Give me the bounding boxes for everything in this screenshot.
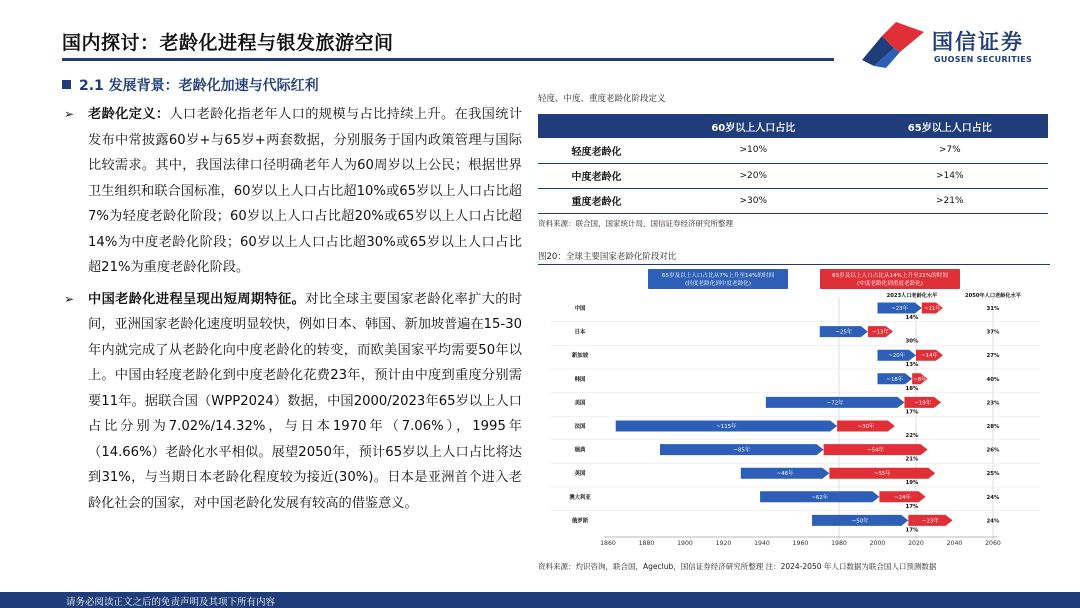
table-source: 资料来源：联合国，国家统计局，国信证券经济研究所整理 [538, 218, 733, 228]
table-cell: >14% [852, 163, 1048, 188]
bar-label-moderate: ~19年 [914, 400, 932, 407]
x-tick-label: 1900 [677, 540, 693, 547]
table-row-label: 重度老龄化 [538, 188, 655, 213]
bar-label-mild: ~18年 [886, 376, 904, 383]
table-cell: >7% [852, 138, 1048, 163]
bullet-lead: 老龄化定义： [88, 107, 170, 122]
table-header-cell [538, 114, 655, 138]
x-tick-label: 1920 [715, 540, 732, 547]
table-cell: >21% [852, 188, 1048, 213]
table-row-label: 中度老龄化 [538, 163, 655, 188]
bullet-text: 对比全球主要国家老龄化率扩大的时间，亚洲国家老龄化速度明显较快，例如日本、韩国、新加坡普遍在15-30年内就完成了从老龄化向中度老龄化的转变，而欧美国家平均需要50年以上。中国由轻度老龄化到中度老龄化花费23年，预计由中度到重度分别需要11年。据联合国（WPP2024）数据，中国2000/2023年65岁以上人口占比分别为7.02%/14.32%，与日本1970年（7.06%），1995年（14.66%）老龄化水平相似。展望2050年，预计65岁以上人口占比将达到31%，与当期日本老龄化程度较为接近(30%)。日本是亚洲首个进入老龄化社会的国家，对中国老龄化发展有较高的借鉴意义。 [88, 291, 523, 511]
level-2023-value: 21% [905, 456, 919, 463]
bar-label-moderate: ~13年 [871, 329, 889, 336]
x-tick-label: 2000 [869, 540, 886, 547]
table-cell: >20% [655, 163, 851, 188]
bar-label-moderate: ~8年 [913, 376, 927, 383]
country-label: 澳大利亚 [569, 494, 591, 501]
section-title [62, 75, 319, 95]
level-2023-value: 14% [905, 315, 919, 321]
section-title-text: 2.1 发展背景：老龄化加速与代际红利 [79, 78, 319, 94]
country-label: 英国 [574, 471, 586, 478]
x-tick-label: 1980 [831, 540, 847, 547]
level-2050-value: 24% [986, 518, 1000, 525]
table-header-row [538, 114, 1048, 138]
arrow-bullet-icon: ➢ [64, 107, 75, 121]
bar-label-mild: ~62年 [811, 494, 829, 501]
figure-divider [538, 264, 1050, 265]
bar-label-mild: ~85年 [733, 447, 751, 454]
bar-label-moderate: ~24年 [894, 494, 911, 501]
level-2023-value: 19% [905, 480, 919, 487]
header-divider [62, 58, 834, 61]
bar-label-mild: ~20年 [888, 353, 906, 360]
table-cell: >10% [655, 138, 851, 163]
country-label: 韩国 [574, 376, 586, 383]
level-2023-value: 18% [905, 385, 919, 392]
bar-label-moderate: ~11年 [923, 306, 941, 312]
arrow-bullet-icon: ➢ [64, 291, 75, 306]
bar-label-mild: ~23年 [891, 306, 909, 312]
level-2023-value: 17% [905, 503, 919, 510]
level-2050-value: 40% [986, 376, 1000, 383]
table-caption: 轻度、中度、重度老龄化阶段定义 [538, 94, 666, 104]
level-2050-value: 27% [986, 353, 1000, 360]
aging-stage-chart [540, 267, 1050, 553]
country-label: 新加坡 [571, 353, 589, 360]
page-title: 国内探讨：老龄化进程与银发旅游空间 [62, 32, 394, 54]
square-bullet-icon [62, 80, 71, 89]
bar-label-mild: ~50年 [851, 518, 869, 525]
footer-disclaimer: 请务必阅读正文之后的免责声明及其项下所有内容 [66, 597, 276, 608]
figure-source: 资料来源：灼识咨询，联合国，Ageclub，国信证券经济研究所整理 注：2024-2050 年人口数据为联合国人口预测数据 [538, 562, 937, 571]
country-label: 俄罗斯 [571, 518, 589, 525]
bullet-text: 人口老龄化指老年人口的规模与占比持续上升。在我国统计发布中常披露60岁+与65岁+两套数据，分别服务于国内政策管理与国际比较需求。其中，我国法律口径明确老年人为60周岁以上公民；根据世界卫生组织和联合国标准，60岁以上人口占比超10%或65岁以上人口占比超7%为轻度老龄化阶段；60岁以上人口占比超20%或65岁以上人口占比超14%为中度老龄化阶段；60岁以上人口占比超30%或65岁以上人口占比超21%为重度老龄化阶段。 [88, 107, 523, 275]
level-2050-value: 28% [986, 424, 1000, 430]
level-2023-value: 17% [905, 409, 919, 416]
table-header-cell: 65岁以上人口占比 [852, 114, 1048, 138]
level-2023-value: 22% [905, 433, 919, 439]
country-label: 日本 [574, 329, 586, 336]
x-tick-label: 2060 [985, 540, 1001, 547]
bar-label-moderate: ~30年 [857, 424, 875, 430]
level-2023-value: 17% [905, 527, 919, 534]
logo-name-en: GUOSEN SECURITIES [934, 55, 1033, 64]
country-label: 中国 [574, 306, 586, 312]
logo-name-cn: 国信证券 [932, 30, 1024, 54]
bar-label-moderate: ~55年 [873, 471, 891, 478]
x-tick-label: 2020 [908, 540, 924, 547]
bar-label-mild: ~46年 [776, 471, 794, 478]
bar-label-moderate: ~23年 [922, 518, 939, 525]
level-2050-value: 26% [986, 447, 1000, 454]
legend-label: 65岁及以上人口占比从7%上升至14%的时间 [661, 273, 775, 279]
level-2023-value: 30% [905, 338, 919, 345]
bar-label-mild: ~72年 [826, 400, 844, 407]
column-header-2023: 2023人口老龄化水平 [886, 293, 938, 299]
country-label: 瑞典 [574, 447, 586, 454]
column-header-2050: 2050年人口老龄化水平 [965, 293, 1021, 299]
legend-sublabel: (轻度老龄化到中度老龄化) [685, 281, 751, 287]
level-2050-value: 25% [986, 471, 1000, 478]
table-row-label: 轻度老龄化 [538, 138, 655, 163]
table-row [538, 138, 1048, 163]
bar-label-moderate: ~14年 [921, 353, 938, 360]
company-logo [860, 22, 1060, 70]
definition-table [538, 114, 1048, 214]
x-tick-label: 2040 [946, 540, 963, 547]
legend-sublabel: (中度老龄化到重度老龄化) [857, 281, 923, 287]
x-tick-label: 1960 [792, 540, 809, 547]
footer-bar [0, 592, 1080, 608]
body-text [62, 102, 522, 516]
country-label: 法国 [574, 424, 586, 430]
level-2023-value: 13% [905, 362, 919, 369]
definition-table-block [538, 92, 1050, 229]
bar-label-mild: ~115年 [716, 424, 737, 430]
bullet-lead: 中国老龄化进程呈现出短周期特征。 [88, 291, 306, 307]
bar-label-mild: ~25年 [835, 329, 853, 336]
level-2050-value: 24% [986, 494, 1000, 501]
x-tick-label: 1940 [754, 540, 770, 547]
table-cell: >30% [655, 188, 851, 213]
bullet-paragraph [62, 102, 522, 281]
level-2050-value: 23% [986, 400, 1000, 407]
table-row [538, 163, 1048, 188]
level-2050-value: 31% [986, 306, 1000, 312]
figure-title: 图20：全球主要国家老龄化阶段对比 [538, 252, 677, 262]
bullet-paragraph [62, 287, 522, 517]
x-tick-label: 1860 [600, 540, 616, 547]
level-2050-value: 37% [986, 329, 1000, 336]
table-row [538, 188, 1048, 213]
country-label: 美国 [574, 400, 586, 407]
table-header-cell: 60岁以上人口占比 [655, 114, 851, 138]
logo-mark-icon [860, 22, 926, 68]
bar-label-moderate: ~54年 [867, 447, 884, 454]
x-tick-label: 1880 [638, 540, 655, 547]
legend-label: 65岁及以上人口占比从14%上升至21%的时间 [832, 273, 948, 279]
